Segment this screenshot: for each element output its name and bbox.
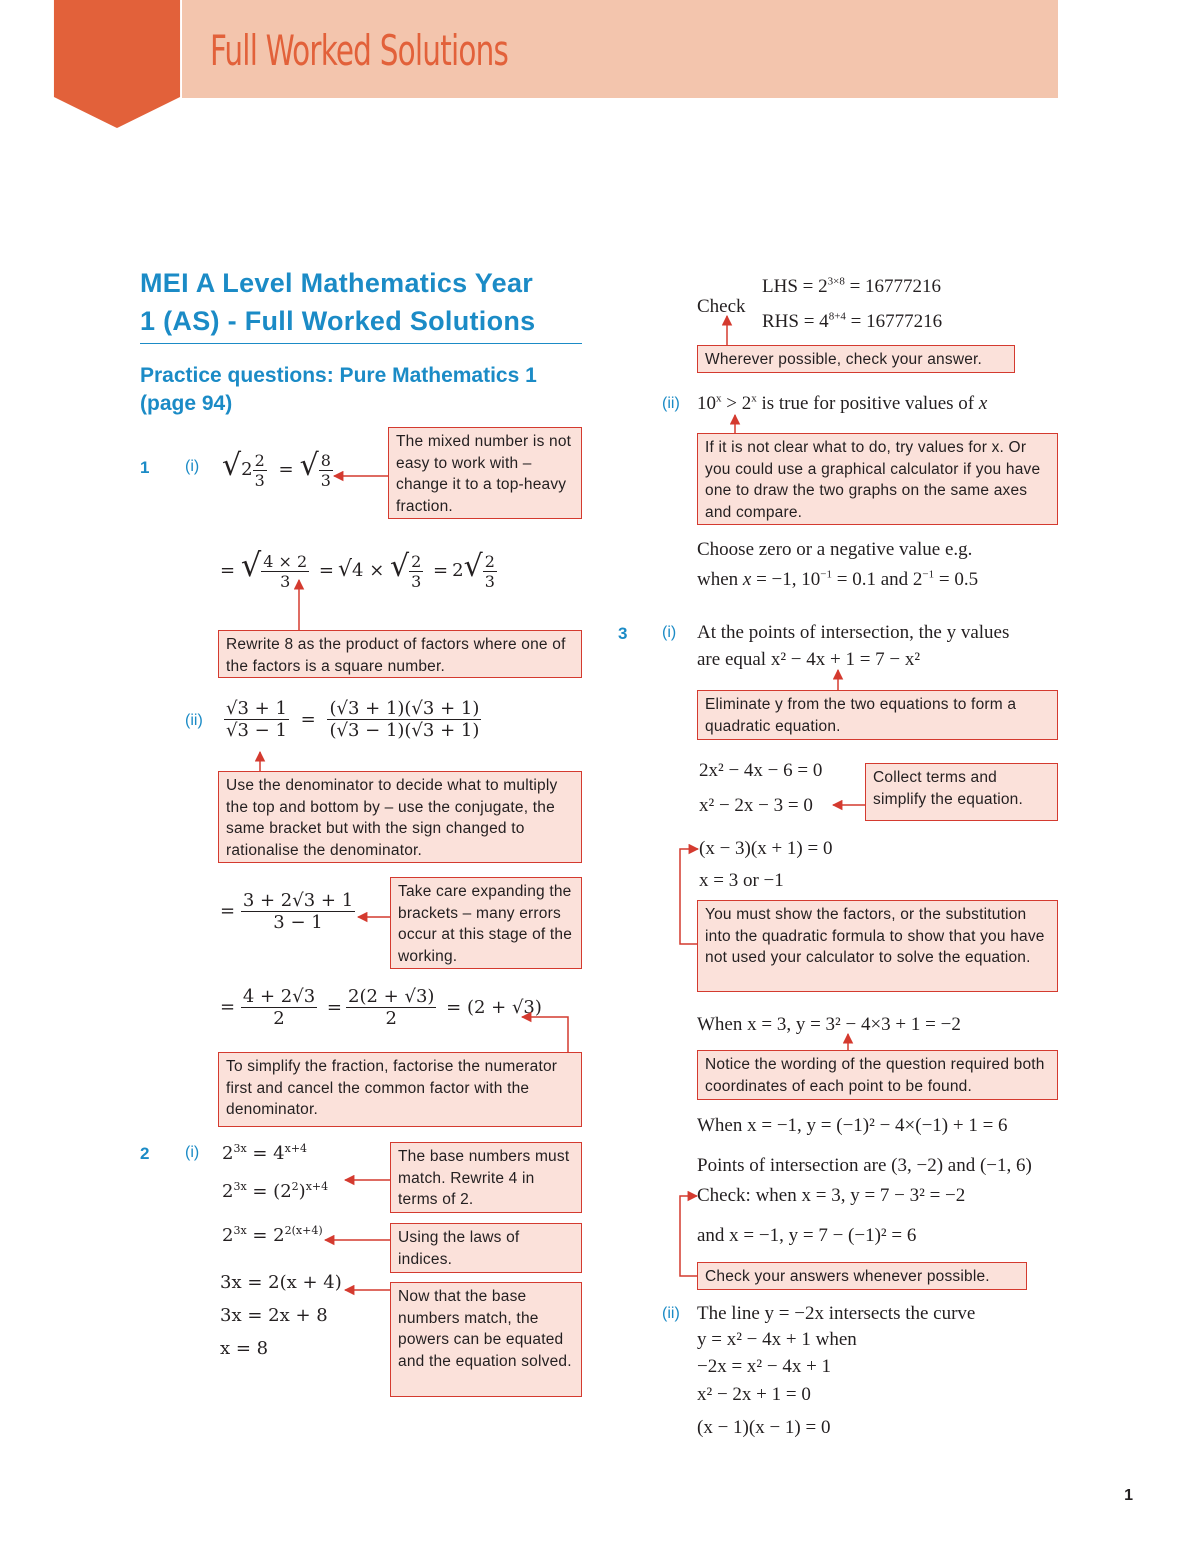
note-question-wording: Notice the wording of the question required both coordinates of each point to be found. bbox=[697, 1050, 1058, 1100]
q3-eq2: x² − 2x − 3 = 0 bbox=[699, 795, 813, 816]
note-rewrite-8: Rewrite 8 as the product of factors where one of the factors is a square number. bbox=[218, 630, 582, 678]
q3-intro2: are equal x² − 4x + 1 = 7 − x² bbox=[697, 649, 921, 670]
q3-eq3: (x − 3)(x + 1) = 0 bbox=[699, 838, 833, 859]
note-check-answer: Wherever possible, check your answer. bbox=[697, 345, 1015, 373]
q1-i-line1: √2 $\frac{2}{3}$ = √ $\frac{8}{3}$ bbox=[222, 448, 331, 490]
header-title: Full Worked Solutions bbox=[210, 26, 509, 75]
q2-part-i: (i) bbox=[185, 1144, 200, 1161]
note-eliminate-y: Eliminate y from the two equations to form a quadratic equation. bbox=[697, 690, 1058, 740]
q1-i-line2: = √ $\frac{4 \times 2}{3}$ = √4 × √ $\frac{2}{3}$ = 2√ $\frac{2}{3}$ bbox=[220, 546, 495, 591]
q3-ii5: (x − 1)(x − 1) = 0 bbox=[697, 1417, 831, 1438]
q2-part-ii: (ii) bbox=[662, 395, 680, 412]
q3-when1: When x = 3, y = 3² − 4×3 + 1 = −2 bbox=[697, 1014, 961, 1035]
q2-line4: 3x = 2(x + 4) bbox=[220, 1272, 342, 1293]
q2-choose-line2: when x = −1, $10^{-1} = 0.1$ and $2^{-1} = 0.5$ bbox=[697, 568, 979, 590]
q3-check1: Check: when x = 3, y = 7 − 3² = −2 bbox=[697, 1185, 966, 1206]
doc-title-line1: MEI A Level Mathematics Year bbox=[140, 268, 534, 298]
question-number-1: 1 bbox=[140, 458, 150, 477]
note-try-values: If it is not clear what to do, try values for x. Or you could use a graphical calculator if you have one to draw the two graphs on the same axes and compare. bbox=[697, 433, 1058, 525]
q3-when2: When x = −1, y = (−1)² − 4×(−1) + 1 = 6 bbox=[697, 1115, 1008, 1136]
q3-ii2: y = x² − 4x + 1 when bbox=[697, 1329, 857, 1350]
check-lhs: LHS = $2^{3\times 8} = 16777216$ bbox=[762, 275, 942, 297]
q3-ii1: The line y = −2x intersects the curve bbox=[697, 1303, 976, 1324]
q1-ii-line3: = $\frac{4 + 2√3}{2}$ = $\frac{2(2 + √3)}{2}$ = (2 + √3) bbox=[220, 986, 542, 1029]
q1-ii-line1: $\frac{√3 + 1}{√3 - 1}$ = $\frac{(√3 + 1)(√3 + 1)}{(√3 - 1)(√3 + 1)}$ bbox=[226, 698, 480, 741]
q2-line1: $2^{3x} = 4^{x+4}$ bbox=[222, 1142, 308, 1164]
q2-ii-line: $10^x > 2^x$ is true for positive values of x bbox=[697, 392, 988, 414]
section-title-line2: (page 94) bbox=[140, 392, 233, 415]
note-take-care: Take care expanding the brackets – many errors occur at this stage of the working. bbox=[390, 877, 582, 969]
q3-part-i: (i) bbox=[662, 624, 677, 641]
check-label: Check bbox=[697, 296, 746, 317]
question-number-2: 2 bbox=[140, 1144, 150, 1163]
q3-points: Points of intersection are (3, −2) and (−1, 6) bbox=[697, 1155, 1032, 1176]
question-number-3: 3 bbox=[618, 624, 628, 643]
note-show-factors: You must show the factors, or the substitution into the quadratic formula to show that you have not used your calculator to solve the equation. bbox=[697, 900, 1058, 992]
q3-part-ii: (ii) bbox=[662, 1305, 680, 1322]
q1-ii-line2: = $\frac{3 + 2√3 + 1}{3 - 1}$ bbox=[220, 890, 354, 933]
q2-line5: 3x = 2x + 8 bbox=[220, 1305, 328, 1326]
q2-choose-line1: Choose zero or a negative value e.g. bbox=[697, 539, 973, 560]
q2-line6: x = 8 bbox=[220, 1338, 269, 1359]
q3-ii4: x² − 2x + 1 = 0 bbox=[697, 1384, 811, 1405]
q2-line2: $2^{3x} = (2^2)^{x+4}$ bbox=[222, 1180, 329, 1202]
q3-eq4: x = 3 or −1 bbox=[699, 870, 784, 891]
q3-eq1: 2x² − 4x − 6 = 0 bbox=[699, 760, 823, 781]
q2-line3: $2^{3x} = 2^{2(x+4)}$ bbox=[222, 1224, 323, 1246]
section-title-line1: Practice questions: Pure Mathematics 1 bbox=[140, 364, 537, 387]
note-denominator: Use the denominator to decide what to multiply the top and bottom by – use the conjugate, the same bracket but with the sign changed to rationalise the denominator. bbox=[218, 771, 582, 863]
q1-part-ii: (ii) bbox=[185, 712, 203, 729]
check-rhs: RHS = $4^{8+4} = 16777216$ bbox=[762, 310, 943, 332]
q3-ii3: −2x = x² − 4x + 1 bbox=[697, 1356, 832, 1377]
note-base-numbers: The base numbers must match. Rewrite 4 in terms of 2. bbox=[390, 1142, 582, 1213]
note-collect-terms: Collect terms and simplify the equation. bbox=[865, 763, 1058, 821]
q3-intro1: At the points of intersection, the y values bbox=[697, 622, 1010, 643]
note-simplify-fraction: To simplify the fraction, factorise the numerator first and cancel the common factor with the denominator. bbox=[218, 1052, 582, 1127]
q3-check2: and x = −1, y = 7 − (−1)² = 6 bbox=[697, 1225, 917, 1246]
doc-title-line2: 1 (AS) - Full Worked Solutions bbox=[140, 306, 536, 336]
note-mixed-number: The mixed number is not easy to work with – change it to a top-heavy fraction. bbox=[388, 427, 582, 519]
page-number: 1 bbox=[1124, 1487, 1133, 1504]
q1-part-i: (i) bbox=[185, 458, 200, 475]
note-laws-of-indices: Using the laws of indices. bbox=[390, 1223, 582, 1273]
note-powers-equated: Now that the base numbers match, the powers can be equated and the equation solved. bbox=[390, 1282, 582, 1397]
note-check-whenever: Check your answers whenever possible. bbox=[697, 1262, 1027, 1290]
